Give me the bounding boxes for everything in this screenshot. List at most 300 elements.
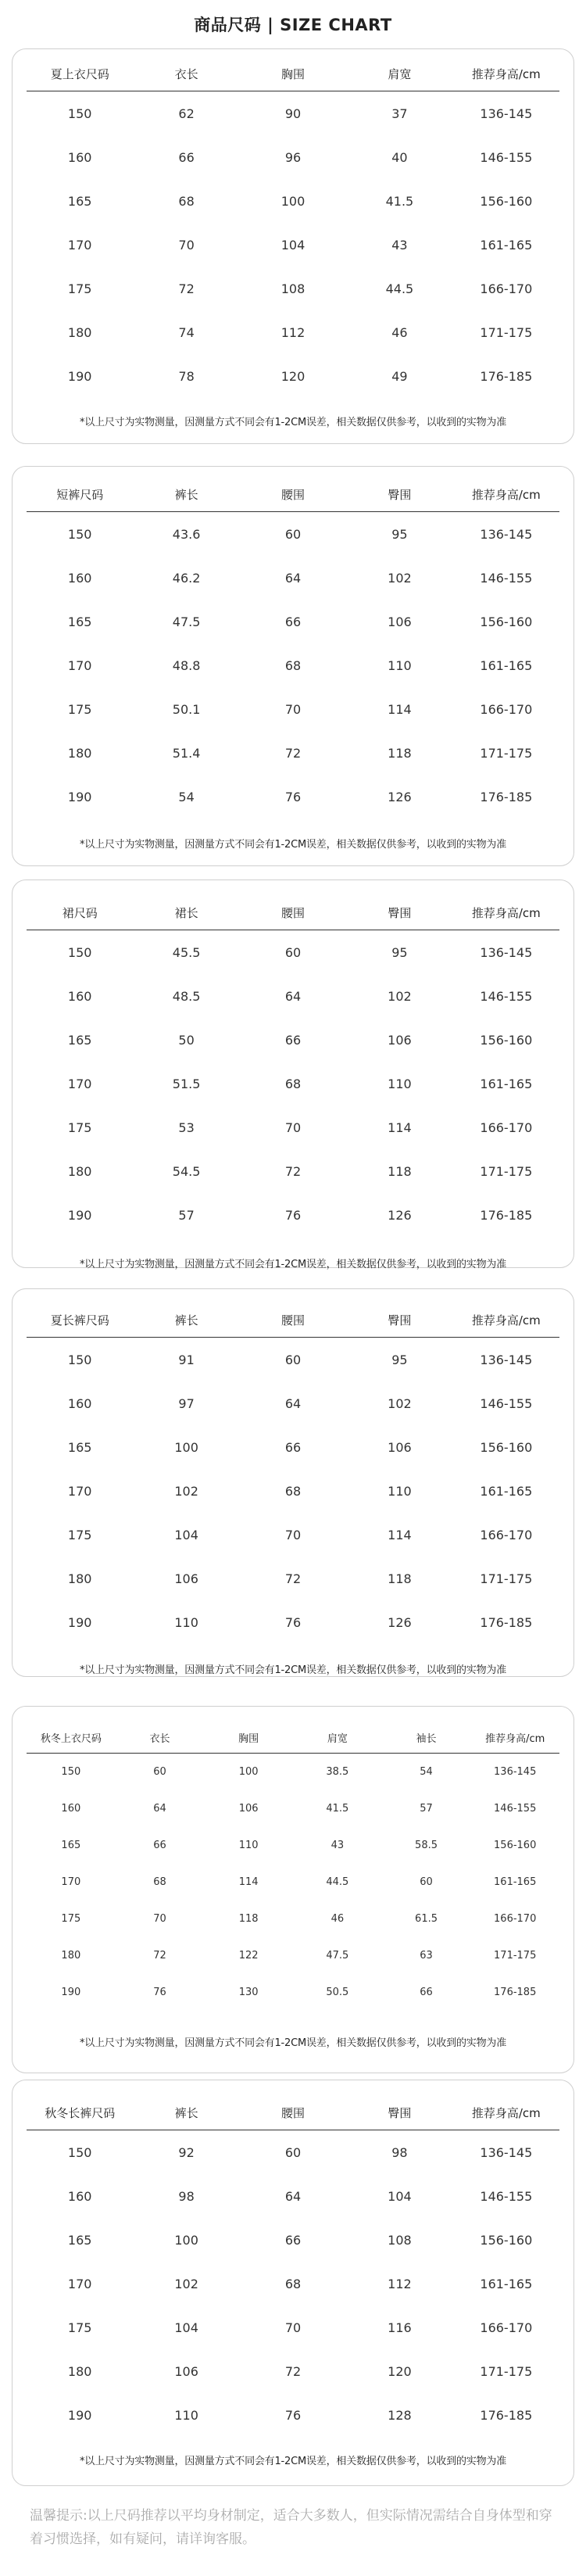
table-cell: 57 [178, 1207, 195, 1223]
table-cell: 190 [67, 1207, 92, 1223]
table-cell: 76 [284, 1614, 302, 1630]
table-cell: 76 [284, 1207, 302, 1223]
table-cell: 156-160 [480, 1439, 533, 1455]
size-table [27, 1722, 559, 2011]
table-cell: 102 [388, 1395, 412, 1411]
table-cell: 64 [284, 2188, 302, 2204]
table-cell: 46 [331, 1913, 345, 1925]
table-cell: 72 [284, 2363, 302, 2379]
measurement-note: *以上尺寸为实物测量，因测量方式不同会有1-2CM误差，相关数据仅供参考，以收到的实物为准 [79, 1259, 507, 1270]
table-header-cell: 胸围 [238, 1733, 259, 1745]
table-row [27, 1557, 559, 1600]
table-cell: 106 [174, 2363, 198, 2379]
table-cell: 60 [153, 1766, 166, 1778]
table-header-cell: 臀围 [388, 488, 412, 502]
table-cell: 150 [61, 1766, 81, 1778]
table-cell: 166-170 [480, 1120, 533, 1135]
table-cell: 165 [67, 1439, 92, 1455]
table-cell: 66 [178, 149, 195, 165]
table-cell: 176-185 [480, 1207, 533, 1223]
table-cell: 68 [153, 1876, 166, 1888]
table-cell: 98 [178, 2188, 195, 2204]
table-header-cell: 臀围 [388, 906, 412, 920]
table-row [27, 2174, 559, 2218]
table-cell: 64 [284, 988, 302, 1004]
table-cell: 180 [67, 324, 92, 340]
table-cell: 58.5 [415, 1840, 438, 1851]
table-cell: 48.5 [172, 988, 201, 1004]
table-row [27, 1338, 559, 1381]
table-header-cell: 推荐身高/cm [485, 1733, 545, 1745]
table-cell: 106 [238, 1803, 259, 1815]
table-header-row [27, 2096, 559, 2130]
table-cell: 40 [391, 149, 408, 165]
table-cell: 146-155 [480, 1395, 533, 1411]
table-row [27, 1754, 559, 1790]
table-cell: 110 [388, 1483, 412, 1499]
table-cell: 50.1 [172, 701, 201, 717]
table-row [27, 1062, 559, 1105]
table-cell: 63 [420, 1950, 433, 1962]
table-cell: 47.5 [172, 614, 201, 629]
size-table-card-summer-pants [12, 1288, 574, 1677]
table-cell: 180 [67, 1571, 92, 1586]
table-cell: 48.8 [172, 657, 201, 673]
table-cell: 76 [284, 789, 302, 804]
table-cell: 170 [61, 1876, 81, 1888]
table-cell: 136-145 [480, 106, 533, 121]
table-row [27, 2393, 559, 2437]
table-cell: 112 [280, 324, 306, 340]
size-table [27, 57, 559, 398]
table-header-cell: 裤长 [174, 488, 198, 502]
table-cell: 54 [178, 789, 195, 804]
table-row [27, 2218, 559, 2262]
table-cell: 102 [174, 1483, 198, 1499]
measurement-note: *以上尺寸为实物测量，因测量方式不同会有1-2CM误差，相关数据仅供参考，以收到的实物为准 [79, 2456, 507, 2467]
table-header-cell: 臀围 [388, 1313, 412, 1327]
table-cell: 108 [280, 281, 306, 296]
table-cell: 161-165 [480, 237, 533, 253]
table-cell: 47.5 [326, 1950, 349, 1962]
table-cell: 118 [388, 1571, 412, 1586]
table-cell: 68 [284, 1483, 302, 1499]
table-cell: 102 [388, 570, 412, 586]
table-row [27, 1864, 559, 1901]
table-cell: 175 [61, 1913, 81, 1925]
table-cell: 95 [391, 1352, 408, 1367]
table-cell: 118 [388, 1163, 412, 1179]
table-cell: 46 [391, 324, 408, 340]
table-cell: 41.5 [326, 1803, 349, 1815]
table-cell: 43.6 [172, 526, 201, 542]
table-cell: 161-165 [480, 657, 533, 673]
table-cell: 190 [61, 1987, 81, 1998]
table-cell: 150 [67, 526, 92, 542]
table-cell: 175 [67, 1527, 92, 1542]
table-cell: 122 [238, 1950, 259, 1962]
size-table [27, 896, 559, 1237]
table-cell: 146-155 [480, 988, 533, 1004]
table-cell: 68 [284, 1076, 302, 1091]
table-header-cell: 衣长 [149, 1733, 170, 1745]
table-cell: 110 [238, 1840, 259, 1851]
table-cell: 110 [174, 2407, 198, 2423]
table-row [27, 1018, 559, 1062]
table-cell: 104 [280, 237, 306, 253]
table-header-cell: 腰围 [281, 1313, 306, 1327]
table-cell: 170 [67, 2276, 92, 2291]
table-cell: 76 [284, 2407, 302, 2423]
table-cell: 156-160 [480, 1032, 533, 1048]
table-header-cell: 秋冬长裤尺码 [45, 2106, 116, 2120]
table-row [27, 2130, 559, 2174]
table-cell: 128 [388, 2407, 412, 2423]
table-cell: 68 [284, 657, 302, 673]
table-cell: 68 [178, 193, 195, 209]
table-cell: 190 [67, 789, 92, 804]
table-header-cell: 夏上衣尺码 [50, 67, 109, 81]
table-cell: 106 [174, 1571, 198, 1586]
table-row [27, 600, 559, 643]
table-cell: 136-145 [480, 944, 533, 960]
table-cell: 150 [67, 944, 92, 960]
table-cell: 60 [284, 2144, 302, 2160]
table-cell: 60 [284, 1352, 302, 1367]
table-cell: 64 [284, 570, 302, 586]
table-row [27, 512, 559, 556]
table-row [27, 1381, 559, 1425]
table-cell: 118 [238, 1913, 259, 1925]
table-cell: 180 [67, 1163, 92, 1179]
table-cell: 49 [391, 368, 408, 384]
table-row [27, 267, 559, 310]
table-cell: 160 [67, 2188, 92, 2204]
table-cell: 114 [238, 1876, 259, 1888]
table-header-cell: 胸围 [281, 67, 306, 81]
table-cell: 43 [391, 237, 408, 253]
size-table-card-skirt [12, 880, 574, 1268]
table-cell: 126 [388, 789, 412, 804]
table-cell: 37 [391, 106, 408, 121]
table-cell: 57 [420, 1803, 433, 1815]
table-cell: 78 [178, 368, 195, 384]
table-row [27, 556, 559, 600]
table-cell: 165 [67, 2232, 92, 2248]
table-cell: 146-155 [480, 2188, 533, 2204]
table-cell: 161-165 [480, 1483, 533, 1499]
table-cell: 70 [178, 237, 195, 253]
table-cell: 170 [67, 1483, 92, 1499]
size-table-card-summer-top [12, 48, 574, 444]
table-row [27, 1901, 559, 1937]
table-cell: 68 [284, 2276, 302, 2291]
table-row [27, 223, 559, 267]
table-cell: 72 [178, 281, 195, 296]
table-cell: 166-170 [494, 1913, 537, 1925]
table-cell: 51.4 [172, 745, 201, 761]
table-row [27, 1193, 559, 1237]
table-cell: 146-155 [480, 570, 533, 586]
table-cell: 54 [420, 1766, 433, 1778]
table-cell: 70 [153, 1913, 166, 1925]
table-cell: 66 [420, 1987, 433, 1998]
table-header-cell: 腰围 [281, 488, 306, 502]
table-header-cell: 袖长 [416, 1733, 437, 1745]
table-cell: 45.5 [172, 944, 201, 960]
table-header-cell: 裤长 [174, 2106, 198, 2120]
table-header-cell: 秋冬上衣尺码 [40, 1733, 102, 1745]
table-header-cell: 短裤尺码 [56, 488, 104, 502]
table-cell: 50.5 [326, 1987, 349, 1998]
table-row [27, 1600, 559, 1644]
table-cell: 66 [284, 2232, 302, 2248]
table-cell: 165 [67, 614, 92, 629]
table-header-cell: 肩宽 [327, 1733, 348, 1745]
table-cell: 108 [388, 2232, 412, 2248]
table-cell: 72 [284, 745, 302, 761]
table-cell: 112 [388, 2276, 412, 2291]
table-cell: 102 [174, 2276, 198, 2291]
table-cell: 70 [284, 1527, 302, 1542]
table-cell: 171-175 [480, 324, 533, 340]
table-cell: 136-145 [480, 2144, 533, 2160]
table-header-row [27, 896, 559, 930]
table-cell: 165 [61, 1840, 81, 1851]
table-cell: 106 [388, 1439, 412, 1455]
table-cell: 104 [174, 2320, 198, 2335]
table-header-cell: 裙尺码 [62, 906, 98, 920]
table-cell: 126 [388, 1207, 412, 1223]
table-cell: 150 [67, 2144, 92, 2160]
table-cell: 64 [153, 1803, 166, 1815]
table-cell: 95 [391, 944, 408, 960]
table-cell: 106 [388, 1032, 412, 1048]
table-cell: 114 [388, 1120, 412, 1135]
size-table-card-autumn-top [12, 1706, 574, 2073]
table-row [27, 2262, 559, 2306]
size-table-card-shorts [12, 466, 574, 866]
measurement-note: *以上尺寸为实物测量，因测量方式不同会有1-2CM误差，相关数据仅供参考，以收到的实物为准 [79, 417, 507, 428]
table-cell: 100 [174, 1439, 198, 1455]
table-row [27, 731, 559, 775]
table-cell: 180 [67, 745, 92, 761]
table-row [27, 1469, 559, 1513]
table-header-row [27, 478, 559, 512]
table-cell: 165 [67, 193, 92, 209]
table-cell: 102 [388, 988, 412, 1004]
table-cell: 60 [420, 1876, 433, 1888]
table-cell: 171-175 [494, 1950, 537, 1962]
table-header-cell: 推荐身高/cm [471, 67, 541, 81]
table-cell: 76 [153, 1987, 166, 1998]
table-cell: 175 [67, 1120, 92, 1135]
table-cell: 180 [61, 1950, 81, 1962]
table-cell: 66 [284, 1439, 302, 1455]
table-cell: 176-185 [480, 1614, 533, 1630]
page-title: 商品尺码 | SIZE CHART [194, 16, 392, 34]
table-cell: 175 [67, 701, 92, 717]
table-cell: 64 [284, 1395, 302, 1411]
table-header-cell: 腰围 [281, 2106, 306, 2120]
table-cell: 150 [67, 106, 92, 121]
table-header-cell: 臀围 [388, 2106, 412, 2120]
table-row [27, 1105, 559, 1149]
table-cell: 106 [388, 614, 412, 629]
table-row [27, 930, 559, 974]
measurement-note: *以上尺寸为实物测量，因测量方式不同会有1-2CM误差，相关数据仅供参考，以收到的实物为准 [79, 839, 507, 851]
table-cell: 62 [178, 106, 195, 121]
table-cell: 51.5 [172, 1076, 201, 1091]
table-row [27, 687, 559, 731]
table-cell: 166-170 [480, 2320, 533, 2335]
table-cell: 92 [178, 2144, 195, 2160]
table-cell: 66 [284, 614, 302, 629]
table-row [27, 1974, 559, 2011]
size-table [27, 478, 559, 819]
table-row [27, 974, 559, 1018]
table-cell: 160 [67, 988, 92, 1004]
table-row [27, 1827, 559, 1864]
table-cell: 44.5 [385, 281, 414, 296]
size-table [27, 2096, 559, 2437]
table-cell: 72 [284, 1163, 302, 1179]
measurement-note: *以上尺寸为实物测量，因测量方式不同会有1-2CM误差，相关数据仅供参考，以收到的实物为准 [79, 2037, 507, 2049]
table-cell: 110 [388, 657, 412, 673]
table-cell: 41.5 [385, 193, 414, 209]
table-cell: 170 [67, 657, 92, 673]
table-header-cell: 推荐身高/cm [471, 1313, 541, 1327]
table-cell: 70 [284, 701, 302, 717]
table-cell: 175 [67, 281, 92, 296]
table-cell: 176-185 [480, 789, 533, 804]
table-cell: 66 [284, 1032, 302, 1048]
table-row [27, 2306, 559, 2349]
table-header-cell: 腰围 [281, 906, 306, 920]
table-cell: 146-155 [480, 149, 533, 165]
table-cell: 156-160 [480, 2232, 533, 2248]
table-cell: 120 [388, 2363, 412, 2379]
table-row [27, 775, 559, 819]
footer-note: 温馨提示:以上尺码推荐以平均身材制定，适合大多数人，但实际情况需结合自身体型和穿着习惯选择，如有疑问，请详询客服。 [30, 2508, 552, 2547]
table-cell: 175 [67, 2320, 92, 2335]
table-cell: 43 [331, 1840, 345, 1851]
table-cell: 160 [67, 149, 92, 165]
measurement-note: *以上尺寸为实物测量，因测量方式不同会有1-2CM误差，相关数据仅供参考，以收到的实物为准 [79, 1664, 507, 1676]
table-cell: 176-185 [480, 2407, 533, 2423]
table-row [27, 354, 559, 398]
table-header-row [27, 57, 559, 91]
table-cell: 176-185 [494, 1987, 537, 1998]
table-cell: 156-160 [494, 1840, 537, 1851]
table-cell: 100 [174, 2232, 198, 2248]
table-header-row [27, 1722, 559, 1754]
table-header-cell: 裙长 [174, 906, 198, 920]
table-cell: 46.2 [172, 570, 201, 586]
table-cell: 180 [67, 2363, 92, 2379]
table-row [27, 1937, 559, 1974]
table-cell: 60 [284, 526, 302, 542]
table-cell: 53 [178, 1120, 195, 1135]
table-cell: 70 [284, 2320, 302, 2335]
table-cell: 54.5 [172, 1163, 201, 1179]
table-header-cell: 夏长裤尺码 [50, 1313, 109, 1327]
table-row [27, 1790, 559, 1827]
table-cell: 161-165 [494, 1876, 537, 1888]
table-row [27, 1149, 559, 1193]
table-cell: 110 [174, 1614, 198, 1630]
table-cell: 66 [153, 1840, 166, 1851]
table-cell: 116 [388, 2320, 412, 2335]
table-row [27, 2349, 559, 2393]
table-cell: 97 [178, 1395, 195, 1411]
table-header-cell: 裤长 [174, 1313, 198, 1327]
table-header-cell: 推荐身高/cm [471, 488, 541, 502]
table-cell: 170 [67, 237, 92, 253]
table-cell: 166-170 [480, 1527, 533, 1542]
table-row [27, 135, 559, 179]
table-cell: 190 [67, 368, 92, 384]
table-cell: 136-145 [494, 1766, 537, 1778]
table-cell: 61.5 [415, 1913, 438, 1925]
table-cell: 100 [280, 193, 306, 209]
table-cell: 190 [67, 1614, 92, 1630]
table-cell: 118 [388, 745, 412, 761]
table-header-cell: 衣长 [174, 67, 198, 81]
table-cell: 72 [153, 1950, 166, 1962]
table-cell: 130 [238, 1987, 259, 1998]
table-cell: 165 [67, 1032, 92, 1048]
table-cell: 50 [178, 1032, 195, 1048]
table-cell: 38.5 [326, 1766, 349, 1778]
table-header-cell: 推荐身高/cm [471, 2106, 541, 2120]
table-cell: 171-175 [480, 1571, 533, 1586]
table-cell: 161-165 [480, 1076, 533, 1091]
table-cell: 114 [388, 1527, 412, 1542]
table-cell: 96 [284, 149, 302, 165]
table-cell: 170 [67, 1076, 92, 1091]
table-cell: 91 [178, 1352, 195, 1367]
table-row [27, 1425, 559, 1469]
table-cell: 176-185 [480, 368, 533, 384]
table-row [27, 310, 559, 354]
table-cell: 136-145 [480, 1352, 533, 1367]
table-cell: 146-155 [494, 1803, 537, 1815]
table-cell: 95 [391, 526, 408, 542]
table-cell: 104 [174, 1527, 198, 1542]
table-cell: 160 [61, 1803, 81, 1815]
table-row [27, 1513, 559, 1557]
table-cell: 100 [238, 1766, 259, 1778]
table-header-cell: 推荐身高/cm [471, 906, 541, 920]
table-cell: 156-160 [480, 193, 533, 209]
table-cell: 171-175 [480, 2363, 533, 2379]
table-cell: 166-170 [480, 701, 533, 717]
table-row [27, 91, 559, 135]
table-cell: 166-170 [480, 281, 533, 296]
table-cell: 72 [284, 1571, 302, 1586]
table-cell: 60 [284, 944, 302, 960]
table-row [27, 643, 559, 687]
table-cell: 161-165 [480, 2276, 533, 2291]
table-cell: 160 [67, 570, 92, 586]
table-cell: 90 [284, 106, 302, 121]
table-cell: 44.5 [326, 1876, 349, 1888]
table-cell: 136-145 [480, 526, 533, 542]
size-table [27, 1303, 559, 1644]
table-cell: 120 [280, 368, 306, 384]
table-cell: 114 [388, 701, 412, 717]
